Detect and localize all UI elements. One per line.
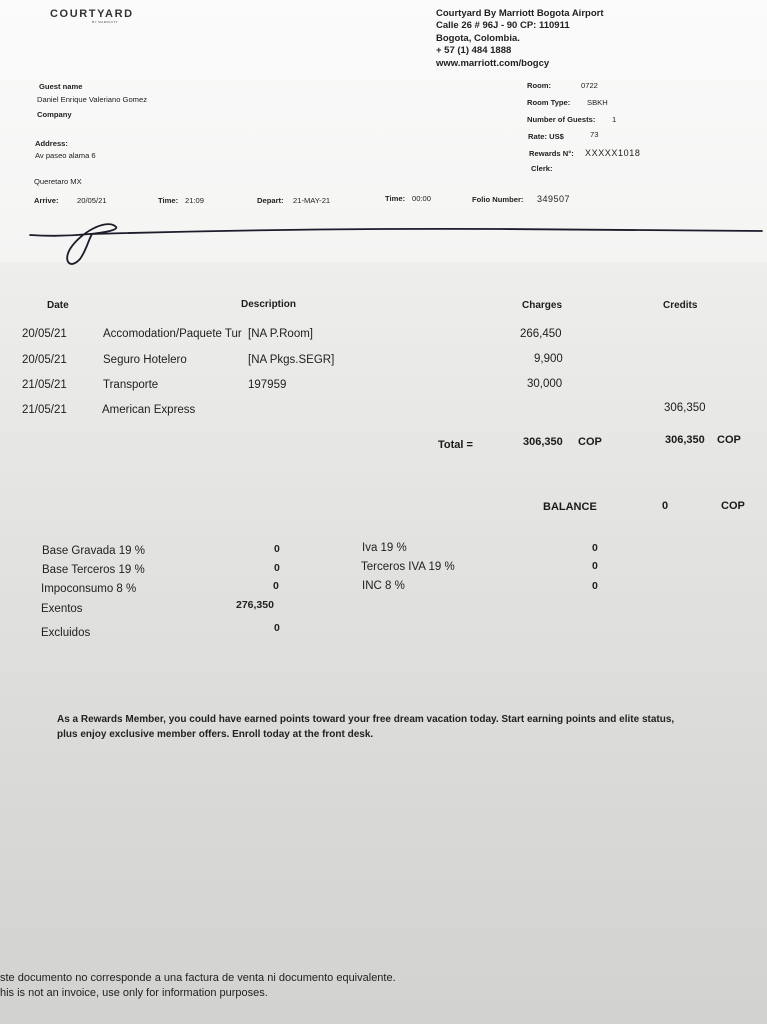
tax-value: 276,350 — [236, 599, 274, 611]
row-date: 20/05/21 — [22, 354, 67, 366]
tax-label: Base Terceros 19 % — [42, 564, 145, 576]
header-credits: Credits — [663, 300, 698, 311]
row-date: 21/05/21 — [22, 404, 67, 416]
balance-label: BALANCE — [543, 501, 597, 513]
tax-label: Exentos — [41, 603, 83, 615]
header-date: Date — [47, 300, 69, 311]
hotel-name: Courtyard By Marriott Bogota Airport — [436, 8, 604, 19]
row-date: 20/05/21 — [22, 328, 67, 340]
company-label: Company — [37, 110, 72, 119]
depart-time-label: Time: — [385, 194, 406, 203]
tax-value: 0 — [592, 560, 598, 572]
total-label: Total = — [438, 439, 473, 451]
guests-label: Number of Guests: — [527, 115, 596, 124]
tax-value: 0 — [273, 580, 279, 592]
total-credits: 306,350 — [665, 434, 705, 446]
room-type: SBKH — [587, 98, 608, 107]
hotel-website: www.marriott.com/bogcy — [436, 57, 550, 69]
row-description: Accomodation/Paquete Tur — [103, 328, 242, 340]
tax-label: Excluidos — [41, 627, 91, 639]
header-description: Description — [241, 299, 297, 310]
total-charges-currency: COP — [578, 436, 602, 448]
total-charges: 306,350 — [523, 436, 563, 448]
address-label: Address: — [35, 139, 68, 148]
row-charge: 9,900 — [534, 353, 563, 365]
row-reference: 197959 — [248, 379, 287, 391]
balance-currency: COP — [721, 500, 745, 512]
hotel-phone: + 57 (1) 484 1888 — [436, 45, 512, 57]
row-reference: [NA Pkgs.SEGR] — [248, 354, 335, 366]
hotel-address-line1: Calle 26 # 96J - 90 CP: 110911 — [436, 20, 570, 32]
hotel-info — [436, 8, 603, 70]
arrive-date: 20/05/21 — [77, 196, 107, 205]
tax-value: 0 — [592, 580, 598, 592]
depart-date: 21-MAY-21 — [293, 196, 331, 205]
signature-line — [0, 215, 767, 275]
row-description: Transporte — [103, 379, 159, 391]
hotel-address-line2: Bogota, Colombia. — [436, 32, 520, 44]
rewards-number: XXXXX1018 — [585, 148, 641, 158]
tax-value: 0 — [274, 562, 280, 574]
room-type-label: Room Type: — [527, 98, 571, 107]
tax-label: INC 8 % — [362, 580, 405, 592]
rate-label: Rate: US$ — [528, 132, 564, 141]
arrive-label: Arrive: — [34, 196, 59, 205]
footer-line-spanish: ste documento no corresponde a una factura de venta ni documento equivalente. — [0, 972, 396, 984]
balance-value: 0 — [662, 500, 669, 512]
arrive-time: 21:09 — [185, 196, 205, 205]
room-label: Room: — [527, 81, 552, 90]
rewards-note: As a Rewards Member, you could have earned points toward your free dream vacation today. Start earning points and elite status, plus enjoy exclusive member offers. Enroll today at the front desk. — [57, 714, 675, 740]
tax-label: Terceros IVA 19 % — [361, 561, 455, 573]
row-description: Seguro Hotelero — [103, 354, 187, 366]
row-date: 21/05/21 — [22, 379, 67, 391]
folio-detail-sheet — [0, 262, 767, 1024]
folio-number: 349507 — [537, 194, 571, 204]
row-description: American Express — [102, 404, 196, 416]
rewards-label: Rewards N°: — [529, 149, 574, 158]
depart-time: 00:00 — [412, 194, 432, 203]
clerk-label: Clerk: — [531, 164, 553, 173]
arrive-time-label: Time: — [158, 196, 179, 205]
total-credits-currency: COP — [717, 434, 741, 446]
guest-name: Daniel Enrique Valeriano Gomez — [37, 95, 148, 104]
header-charges: Charges — [522, 300, 563, 311]
row-credit: 306,350 — [664, 402, 706, 414]
courtyard-logo: COURTYARD — [50, 8, 134, 20]
folio-label: Folio Number: — [472, 195, 524, 204]
row-charge: 266,450 — [520, 328, 562, 340]
tax-label: Iva 19 % — [362, 542, 407, 554]
tax-label: Impoconsumo 8 % — [41, 583, 137, 595]
guests-count: 1 — [612, 115, 617, 124]
row-charge: 30,000 — [527, 378, 563, 390]
guest-address: Av paseo alama 6 — [35, 151, 96, 160]
guest-city: Queretaro MX — [34, 177, 82, 186]
row-reference: [NA P.Room] — [248, 328, 313, 340]
tax-label: Base Gravada 19 % — [42, 545, 145, 557]
logo-subtitle: BY MARRIOTT — [92, 20, 118, 24]
footer-disclaimer — [0, 971, 396, 1001]
guest-name-label: Guest name — [39, 82, 83, 91]
room-number: 0722 — [581, 81, 598, 90]
tax-value: 0 — [274, 622, 280, 634]
footer-line-english: his is not an invoice, use only for information purposes. — [0, 987, 268, 999]
tax-value: 0 — [274, 543, 280, 555]
depart-label: Depart: — [257, 196, 284, 205]
tax-value: 0 — [592, 542, 598, 554]
rate-value: 73 — [590, 130, 599, 139]
